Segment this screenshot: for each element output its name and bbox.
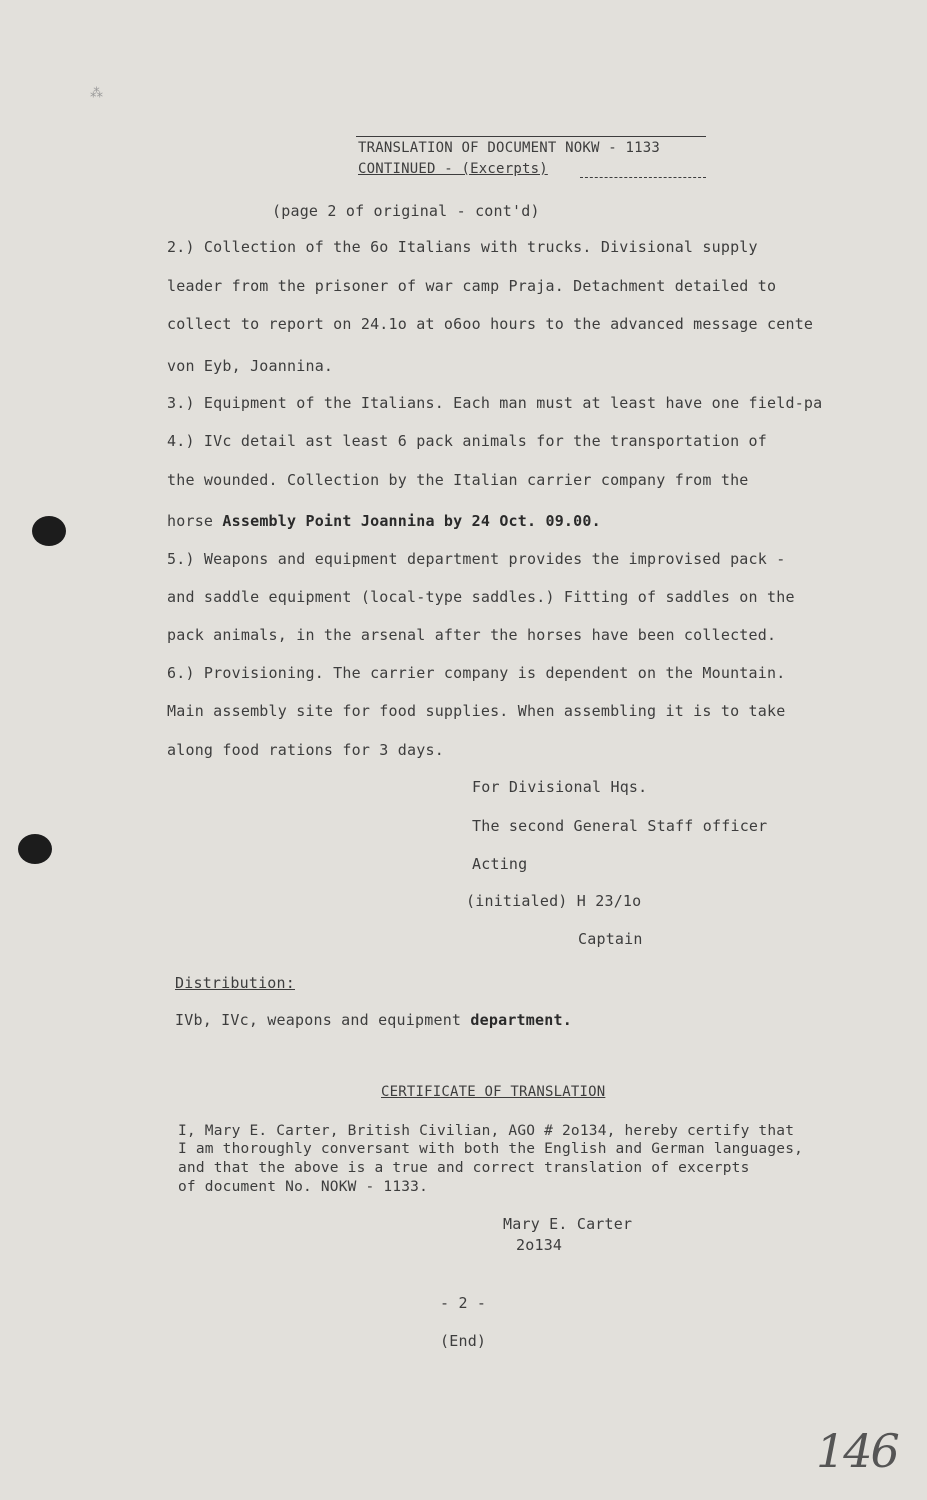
- body-line: Main assembly site for food supplies. When assembling it is to take: [167, 702, 786, 720]
- signature-line: For Divisional Hqs.: [472, 778, 648, 796]
- body-line: 3.) Equipment of the Italians. Each man must at least have one field-pa: [167, 394, 823, 412]
- assembly-point-bold: Assembly Point Joannina by 24 Oct. 09.00.: [222, 512, 601, 530]
- certificate-line: of document No. NOKW - 1133.: [178, 1179, 429, 1195]
- document-subtitle: CONTINUED - (Excerpts): [358, 161, 548, 177]
- body-line: 4.) IVc detail ast least 6 pack animals for the transportation of: [167, 432, 767, 450]
- signature-line: Captain: [578, 930, 643, 948]
- body-line: leader from the prisoner of war camp Praja. Detachment detailed to: [167, 277, 777, 295]
- body-line: and saddle equipment (local-type saddles.) Fitting of saddles on the: [167, 588, 795, 606]
- certificate-line: I, Mary E. Carter, British Civilian, AGO # 2o134, hereby certify that: [178, 1123, 795, 1139]
- body-line-with-bold: [167, 512, 601, 530]
- body-line: the wounded. Collection by the Italian carrier company from the: [167, 471, 749, 489]
- signature-line: Acting: [472, 855, 528, 873]
- body-line: pack animals, in the arsenal after the horses have been collected.: [167, 626, 777, 644]
- punch-hole-upper: [32, 516, 66, 546]
- punch-hole-lower: [18, 834, 52, 864]
- body-line: 6.) Provisioning. The carrier company is dependent on the Mountain.: [167, 664, 786, 682]
- paper-speck: ⁂: [90, 86, 103, 101]
- signature-line: The second General Staff officer: [472, 817, 768, 835]
- body-line: 2.) Collection of the 6o Italians with trucks. Divisional supply: [167, 238, 758, 256]
- distribution-bold: department.: [470, 1011, 572, 1029]
- signer-name: Mary E. Carter: [503, 1215, 633, 1233]
- body-line: von Eyb, Joannina.: [167, 357, 334, 375]
- certificate-line: I am thoroughly conversant with both the English and German languages,: [178, 1141, 804, 1157]
- certificate-line: and that the above is a true and correct translation of excerpts: [178, 1160, 750, 1176]
- end-mark: (End): [440, 1332, 487, 1350]
- distribution-list: [175, 1011, 572, 1029]
- body-line: 5.) Weapons and equipment department provides the improvised pack -: [167, 550, 786, 568]
- handwritten-folio-number: 146: [816, 1424, 898, 1478]
- page-number: - 2 -: [440, 1294, 487, 1312]
- body-line: horse: [167, 512, 223, 530]
- distribution-label: Distribution:: [175, 974, 295, 992]
- body-line: along food rations for 3 days.: [167, 741, 444, 759]
- header-rule-top: [356, 136, 706, 137]
- document-title: TRANSLATION OF DOCUMENT NOKW - 1133: [358, 140, 661, 156]
- body-line: collect to report on 24.1o at o6oo hours to the advanced message cente: [167, 315, 814, 333]
- page-reference: (page 2 of original - cont'd): [272, 202, 540, 220]
- distribution-text: IVb, IVc, weapons and equipment: [175, 1011, 471, 1029]
- subtitle-dash-rule: [580, 177, 706, 178]
- certificate-title: CERTIFICATE OF TRANSLATION: [381, 1084, 606, 1100]
- signer-number: 2o134: [516, 1236, 563, 1254]
- signature-line: (initialed) H 23/1o: [466, 892, 642, 910]
